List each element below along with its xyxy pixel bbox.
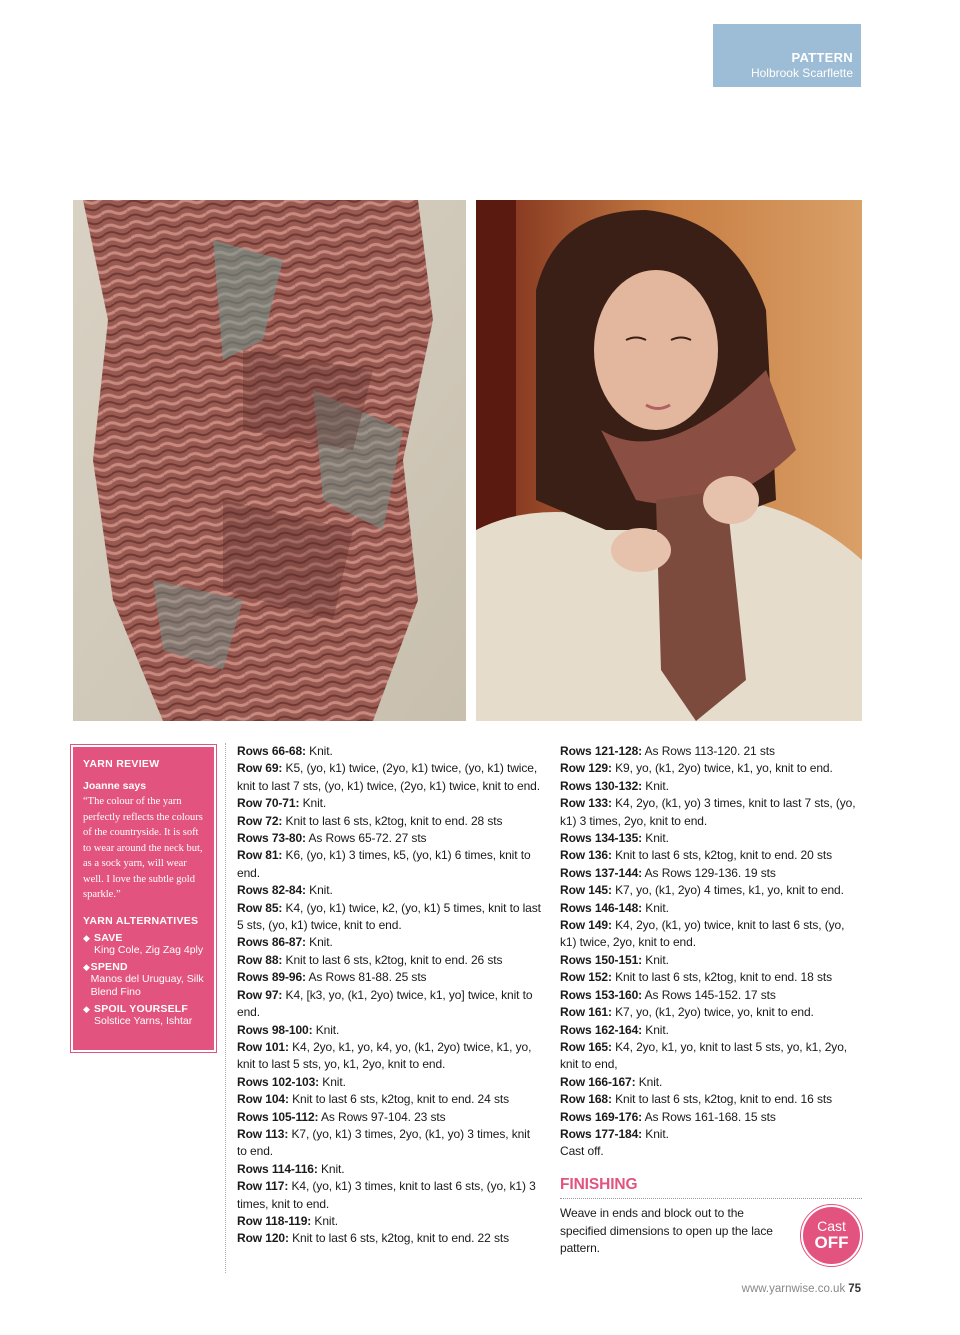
pattern-row: Rows 86-87: Knit. (237, 935, 333, 950)
pattern-row: Row 133: K4, 2yo, (k1, yo) 3 times, knit to last 7 sts, (yo, k1) 3 times, 2yo, knit to end. (560, 796, 856, 828)
pattern-row: Row 101: K4, 2yo, k1, yo, k4, yo, (k1, 2yo) twice, k1, yo, knit to last 5 sts, yo, k1, 2yo, knit to end. (237, 1039, 532, 1072)
pattern-row: Row 165: K4, 2yo, k1, yo, knit to last 5 sts, yo, k1, 2yo, knit to end, (560, 1039, 848, 1072)
pattern-row: Rows 153-160: As Rows 145-152. 17 sts (560, 987, 776, 1002)
pattern-row: Rows 134-135: Knit. (560, 831, 669, 846)
alternative-value: King Cole, Zig Zag 4ply (94, 943, 204, 956)
page-footer (742, 1283, 861, 1295)
pattern-row: Rows 121-128: As Rows 113-120. 21 sts (560, 744, 775, 758)
cast-off-badge (803, 1207, 860, 1264)
alternative-label: SPOIL YOURSELF (94, 1002, 189, 1015)
pattern-title: Holbrook Scarflette (750, 66, 853, 80)
pattern-row: Rows 66-68: Knit. (237, 744, 333, 758)
pattern-row: Row 136: Knit to last 6 sts, k2tog, knit to end. 20 sts (560, 848, 832, 863)
pattern-row: Row 161: K7, yo, (k1, 2yo) twice, yo, knit to end. (560, 1005, 814, 1020)
badge-line-1: Cast (817, 1218, 846, 1234)
finishing-text: Weave in ends and block out to the specified dimensions to open up the lace pattern. (560, 1206, 773, 1255)
pattern-row: Rows 114-116: Knit. (237, 1161, 345, 1176)
diamond-bullet-icon: ◆ (83, 932, 90, 943)
website-link[interactable]: www.yarnwise.co.uk (741, 1283, 846, 1295)
reviewer-name: Joanne says (83, 780, 147, 792)
pattern-row: Rows 73-80: As Rows 65-72. 27 sts (237, 831, 427, 846)
yarn-review-box (73, 747, 214, 1050)
section-label: PATTERN (791, 50, 853, 65)
section-tag (713, 24, 861, 87)
pattern-row: Rows 150-151: Knit. (560, 952, 669, 967)
pattern-row: Row 152: Knit to last 6 sts, k2tog, knit to end. 18 sts (560, 970, 832, 985)
pattern-row: Row 69: K5, (yo, k1) twice, (2yo, k1) twice, (yo, k1) twice, knit to last 7 sts, (yo, k1) twice, (2yo, k1) twice, knit to end. (237, 761, 540, 793)
page-number: 75 (848, 1283, 861, 1295)
pattern-row: Row 97: K4, [k3, yo, (k1, 2yo) twice, k1, yo] twice, knit to end. (237, 987, 533, 1020)
pattern-row: Rows 82-84: Knit. (237, 883, 333, 898)
pattern-row: Rows 137-144: As Rows 129-136. 19 sts (560, 865, 776, 880)
pattern-row: Row 129: K9, yo, (k1, 2yo) twice, k1, yo, knit to end. (560, 761, 833, 776)
pattern-row: Row 104: Knit to last 6 sts, k2tog, knit to end. 24 sts (237, 1092, 509, 1107)
yarn-alternatives-heading: YARN ALTERNATIVES (83, 914, 199, 927)
pattern-row: Cast off. (560, 1144, 604, 1159)
pattern-column-2 (560, 743, 862, 1257)
pattern-row: Rows 130-132: Knit. (560, 778, 669, 793)
diamond-bullet-icon: ◆ (83, 1003, 90, 1014)
pattern-row: Row 166-167: Knit. (560, 1074, 663, 1089)
pattern-row: Row 149: K4, 2yo, (k1, yo) twice, knit to last 6 sts, (yo, k1) twice, 2yo, knit to end. (560, 918, 845, 950)
pattern-row: Row 118-119: Knit. (237, 1213, 338, 1228)
pattern-row: Row 85: K4, (yo, k1) twice, k2, (yo, k1) 5 times, knit to last 5 sts, (yo, k1) twice, knit to end. (237, 900, 541, 933)
yarn-review-heading: YARN REVIEW (83, 758, 160, 770)
pattern-row: Rows 162-164: Knit. (560, 1022, 669, 1037)
pattern-row: Row 70-71: Knit. (237, 796, 327, 811)
pattern-row: Rows 105-112: As Rows 97-104. 23 sts (237, 1109, 446, 1124)
pattern-row: Row 120: Knit to last 6 sts, k2tog, knit to end. 22 sts (237, 1231, 509, 1246)
pattern-row: Rows 89-96: As Rows 81-88. 25 sts (237, 970, 427, 985)
alternative-item (83, 1003, 206, 1028)
diamond-bullet-icon: ◆ (83, 961, 90, 972)
pattern-row: Row 88: Knit to last 6 sts, k2tog, knit to end. 26 sts (237, 952, 503, 967)
scarf-closeup-photo (73, 200, 466, 721)
pattern-row: Row 72: Knit to last 6 sts, k2tog, knit to end. 28 sts (237, 813, 503, 828)
pattern-row: Rows 169-176: As Rows 161-168. 15 sts (560, 1109, 776, 1124)
alternative-value: Solstice Yarns, Ishtar (94, 1014, 193, 1027)
pattern-column-1 (225, 743, 543, 1273)
pattern-row: Row 81: K6, (yo, k1) 3 times, k5, (yo, k1) 6 times, knit to end. (237, 848, 531, 880)
pattern-row: Rows 98-100: Knit. (237, 1022, 340, 1037)
woman-wearing-scarf-photo (476, 200, 862, 721)
alternative-item (83, 932, 206, 957)
alternative-value: Manos del Uruguay, Silk Blend Fino (90, 972, 204, 998)
pattern-row: Rows 102-103: Knit. (237, 1074, 346, 1089)
pattern-row: Row 168: Knit to last 6 sts, k2tog, knit to end. 16 sts (560, 1092, 832, 1107)
pattern-row: Rows 177-184: Knit. (560, 1126, 669, 1141)
finishing-heading: FINISHING (560, 1176, 862, 1199)
alternative-label: SPEND (90, 960, 128, 973)
badge-line-2: OFF (814, 1233, 849, 1252)
pattern-row: Row 145: K7, yo, (k1, 2yo) 4 times, k1, yo, knit to end. (560, 883, 844, 898)
pattern-row: Row 117: K4, (yo, k1) 3 times, knit to last 6 sts, (yo, k1) 3 times, knit to end. (237, 1179, 536, 1211)
pattern-row: Rows 146-148: Knit. (560, 900, 669, 915)
pattern-row: Row 113: K7, (yo, k1) 3 times, 2yo, (k1, yo) 3 times, knit to end. (237, 1126, 530, 1159)
review-quote: “The colour of the yarn perfectly reflects the colours of the countryside. It is soft to wear around the neck but, as a sock yarn, will wear well. I love the subtle gold sparkle.” (83, 796, 203, 900)
alternative-label: SAVE (94, 931, 123, 944)
alternative-item (83, 961, 206, 999)
